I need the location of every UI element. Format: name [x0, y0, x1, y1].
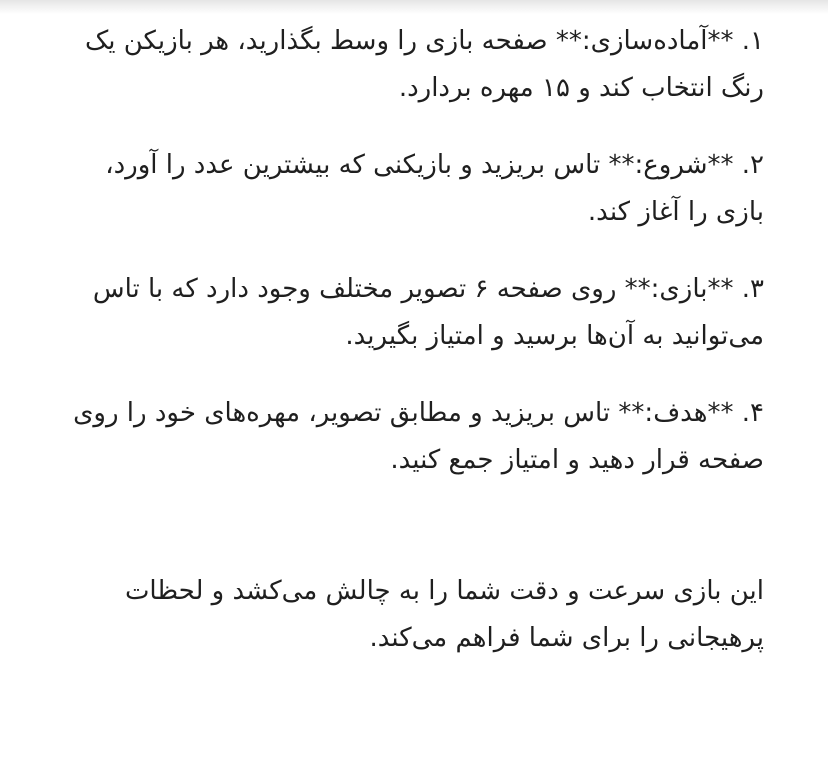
step-item-1: ۱. **آماده‌سازی:** صفحه بازی را وسط بگذارید، هر بازیکن یک رنگ انتخاب کند و ۱۵ مهره بردارد. [84, 26, 764, 103]
message-body [60, 18, 764, 692]
step-item-4: ۴. **هدف:** تاس بریزید و مطابق تصویر، مهره‌های خود را روی صفحه قرار دهید و امتیاز جمع کنید. [73, 398, 764, 475]
closing-paragraph: این بازی سرعت و دقت شما را به چالش می‌کشد و لحظات پرهیجانی را برای شما فراهم می‌کند. [124, 576, 764, 653]
step-item-3: ۳. **بازی:** روی صفحه ۶ تصویر مختلف وجود دارد که با تاس می‌توانید به آن‌ها برسید و امتیاز بگیرید. [92, 274, 764, 351]
top-bar-shadow [0, 0, 828, 14]
step-item-2: ۲. **شروع:** تاس بریزید و بازیکنی که بیشترین عدد را آورد، بازی را آغاز کند. [105, 150, 764, 227]
